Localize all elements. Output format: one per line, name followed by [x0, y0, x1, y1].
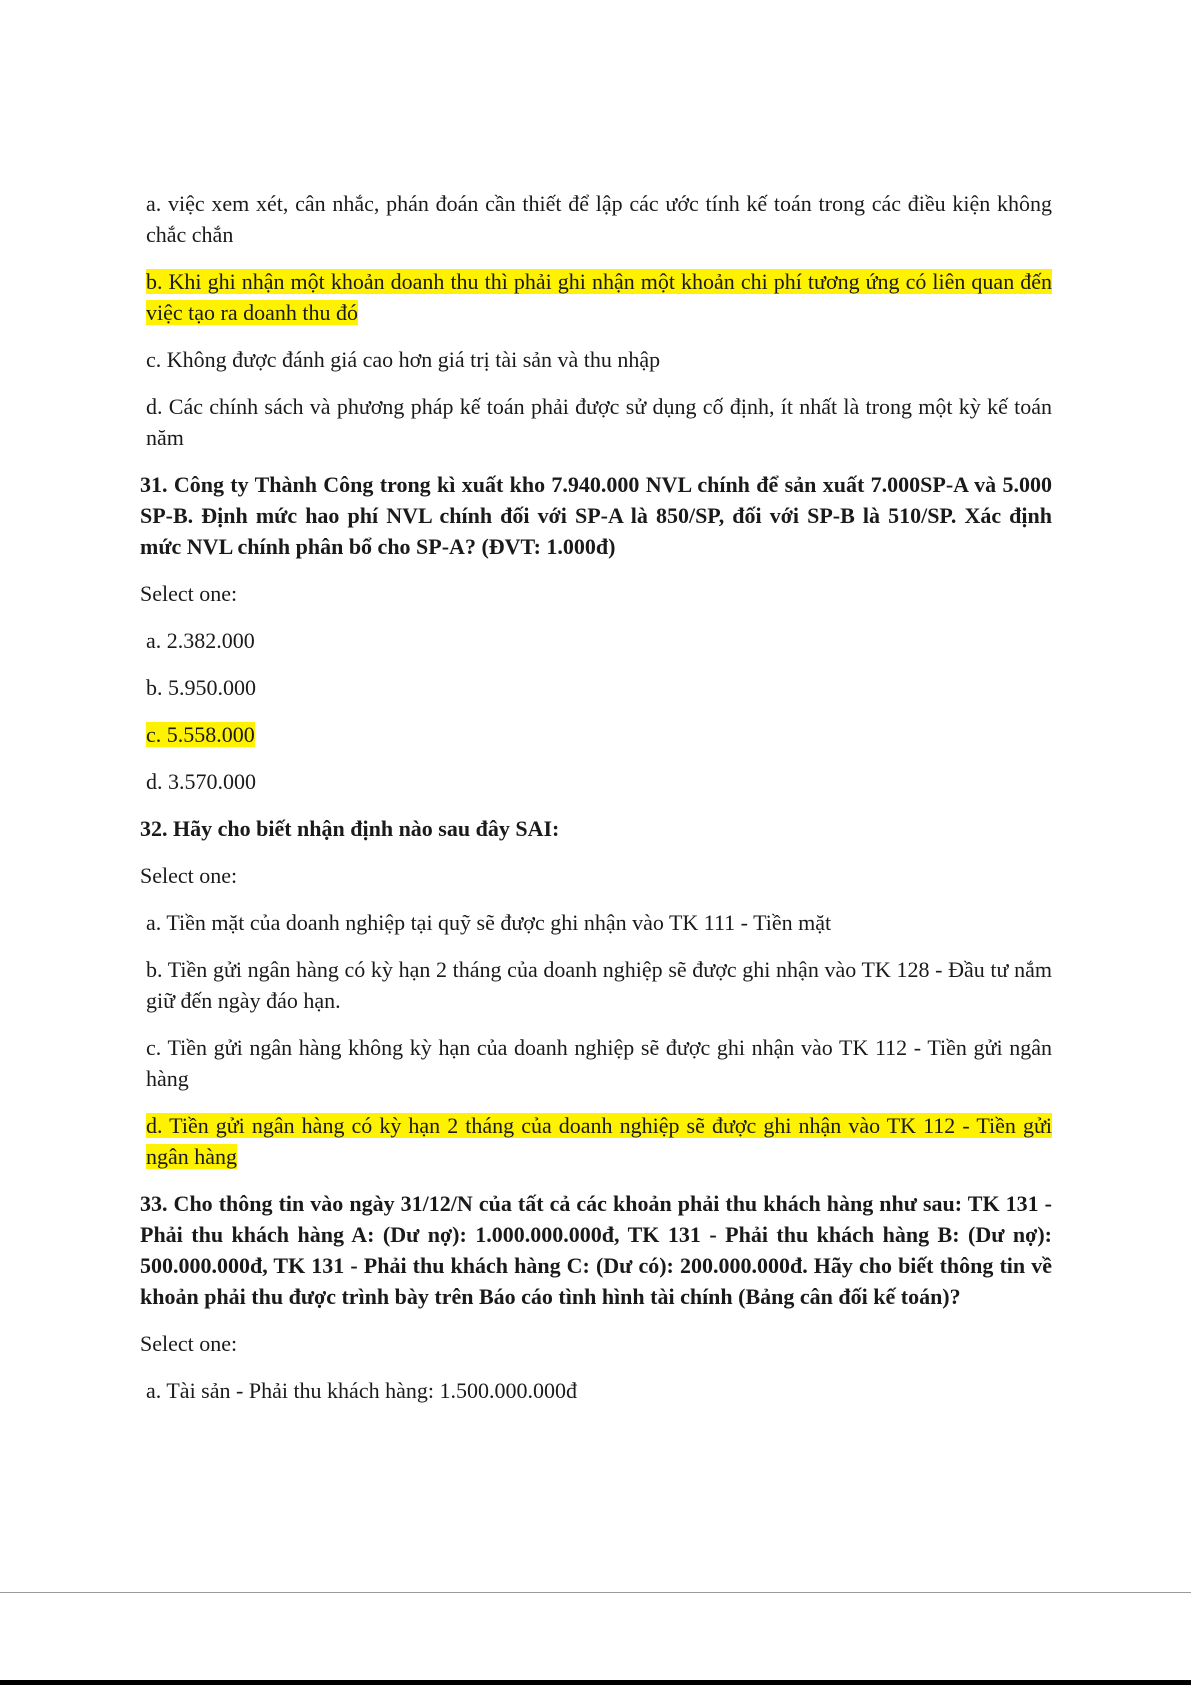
q33-option-a	[140, 1375, 1052, 1406]
q33-select-one: Select one:	[140, 1331, 238, 1356]
q30-option-c	[140, 344, 1052, 375]
q30-option-a	[140, 188, 1052, 250]
q30-option-d-text: d. Các chính sách và phương pháp kế toán phải được sử dụng cố định, ít nhất là trong một kỳ kế toán năm	[146, 394, 1052, 450]
q32-option-b	[140, 954, 1052, 1016]
q30-option-d	[140, 391, 1052, 453]
q31-option-a-text: a. 2.382.000	[146, 628, 255, 653]
q32-option-c	[140, 1032, 1052, 1094]
q32-option-a-text: a. Tiền mặt của doanh nghiệp tại quỹ sẽ được ghi nhận vào TK 111 - Tiền mặt	[146, 910, 832, 935]
q31-select-one: Select one:	[140, 581, 238, 606]
q31-question: 31. Công ty Thành Công trong kì xuất kho 7.940.000 NVL chính để sản xuất 7.000SP-A và 5.000 SP-B. Định mức hao phí NVL chính đối với SP-A là 850/SP, đối với SP-B là 510/SP. Xác định mức NVL chính phân bổ cho SP-A? (ĐVT: 1.000đ)	[140, 472, 1052, 559]
document-content	[140, 188, 1052, 1422]
q32-option-b-text: b. Tiền gửi ngân hàng có kỳ hạn 2 tháng của doanh nghiệp sẽ được ghi nhận vào TK 128 - Đầu tư nắm giữ đến ngày đáo hạn.	[146, 957, 1052, 1013]
q32-question: 32. Hãy cho biết nhận định nào sau đây SAI:	[140, 816, 560, 841]
q31-option-c-text: c. 5.558.000	[146, 722, 255, 747]
q31-option-d-text: d. 3.570.000	[146, 769, 256, 794]
q32-select-one: Select one:	[140, 863, 238, 888]
q32-option-c-text: c. Tiền gửi ngân hàng không kỳ hạn của doanh nghiệp sẽ được ghi nhận vào TK 112 - Tiền gửi ngân hàng	[146, 1035, 1052, 1091]
q31-option-a	[140, 625, 1052, 656]
q31-option-b-text: b. 5.950.000	[146, 675, 256, 700]
q30-option-b-text: b. Khi ghi nhận một khoản doanh thu thì phải ghi nhận một khoản chi phí tương ứng có liên quan đến việc tạo ra doanh thu đó	[146, 269, 1052, 325]
q33-question: 33. Cho thông tin vào ngày 31/12/N của tất cả các khoản phải thu khách hàng như sau: TK 131 - Phải thu khách hàng A: (Dư nợ): 1.000.000.000đ, TK 131 - Phải thu khách hàng B: (Dư nợ): 500.000.000đ, TK 131 - Phải thu khách hàng C: (Dư có): 200.000.000đ. Hãy cho biết thông tin về khoản phải thu được trình bày trên Báo cáo tình hình tài chính (Bảng cân đối kế toán)?	[140, 1191, 1052, 1309]
q31-option-d	[140, 766, 1052, 797]
q32-option-d-text: d. Tiền gửi ngân hàng có kỳ hạn 2 tháng của doanh nghiệp sẽ được ghi nhận vào TK 112 - Tiền gửi ngân hàng	[146, 1113, 1052, 1169]
page-divider	[0, 1592, 1191, 1593]
q32-option-d-highlighted	[140, 1110, 1052, 1172]
bottom-edge-bar	[0, 1680, 1191, 1685]
q30-option-c-text: c. Không được đánh giá cao hơn giá trị tài sản và thu nhập	[146, 347, 661, 372]
q33-option-a-text: a. Tài sản - Phải thu khách hàng: 1.500.000.000đ	[146, 1378, 577, 1403]
q31-option-c-highlighted	[140, 719, 1052, 750]
q31-option-b	[140, 672, 1052, 703]
q32-option-a	[140, 907, 1052, 938]
q30-option-b-highlighted	[140, 266, 1052, 328]
q30-option-a-text: a. việc xem xét, cân nhắc, phán đoán cần thiết để lập các ước tính kế toán trong các điều kiện không chắc chắn	[146, 191, 1052, 247]
